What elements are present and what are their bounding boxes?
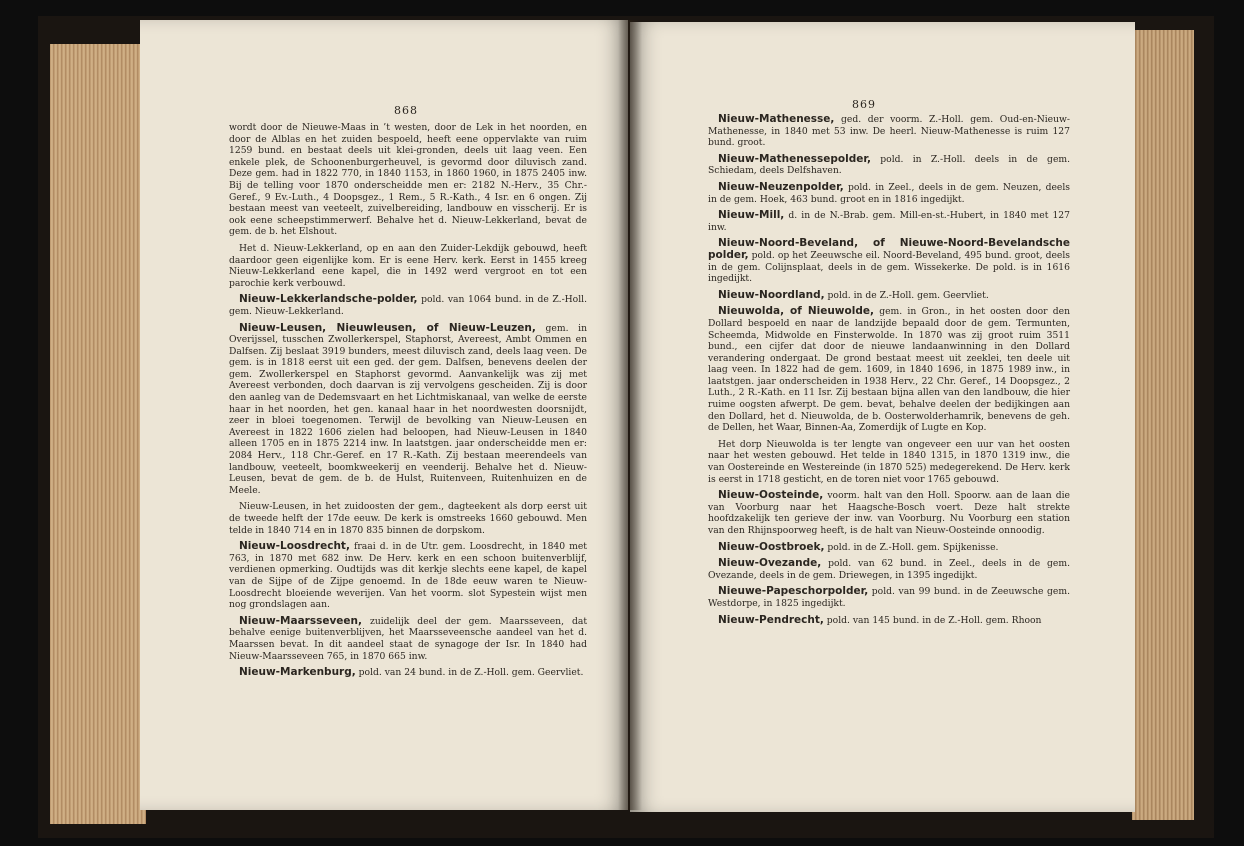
paragraph bbox=[229, 122, 587, 238]
entry-text: pold. in Z.-Holl. deels in de gem. Schiedam, deels Delfshaven. bbox=[708, 153, 1071, 177]
entry bbox=[708, 558, 1070, 581]
paragraph bbox=[708, 439, 1070, 485]
entry bbox=[708, 210, 1070, 233]
entry bbox=[229, 294, 587, 317]
entry-headword: Nieuw-Lekkerlandsche-polder, bbox=[239, 293, 418, 306]
entry-text: gem. in Overijssel, tusschen Zwollerkerspel, Staphorst, Avereest, Ambt Ommen en Dalfsen. Zij beslaat 3919 bunders, meest diluvisch zand, deels laag veen. De gem. is in 1818 eerst uit een ged. der gem. Dalfsen, benevens deelen der gem. Zwollerkerspel en Staphorst gevormd. Aanvankelijk was zij met Avereest verbonden, doch daarvan is zij vervolgens gescheiden. Zij is door den aanleg van de Dedemsvaart en het Lichtmiskanaal, van welke de eerste haar in het noorden, het gen. kanaal haar in het noordwesten doorsnijdt, zeer in bloei toegenomen. Terwijl de bevolking van Nieuw-Leusen en Avereest in 1822 1606 zielen had beloopen, had Nieuw-Leusen in 1840 alleen 1705 en in 1875 2214 inw. In laatstgen. jaar onderscheidde men er: 2084 Herv., 118 Chr.-Geref. en 17 R.-Kath. Zij bestaan meerendeels van landbouw, veeteelt, boomkweekerij en veenderij. Behalve het d. Nieuw-Leusen, bevat de gem. de b. de Hulst, Ruitenveen, Ruitenhuizen en de Meele. bbox=[229, 322, 588, 496]
book-gutter bbox=[618, 20, 642, 810]
entry bbox=[229, 541, 587, 611]
entry-text: d. in de N.-Brab. gem. Mill-en-st.-Hubert, in 1840 met 127 inw. bbox=[708, 210, 1071, 233]
paragraph bbox=[229, 501, 587, 536]
entry bbox=[229, 616, 587, 662]
left-page bbox=[140, 20, 628, 810]
entry-text: pold. in de Z.-Holl. gem. Spijkenisse. bbox=[827, 541, 999, 553]
entry bbox=[708, 615, 1070, 627]
entry-text: ged. der voorm. Z.-Holl. gem. Oud-en-Nieuw-Mathenesse, in 1840 met 53 inw. De heerl. Nieuw-Mathenesse is ruim 127 bund. groot. bbox=[708, 114, 1070, 149]
paragraph bbox=[229, 243, 587, 289]
entry-headword: Nieuw-Oostbroek, bbox=[718, 540, 825, 553]
page-edges-right bbox=[1132, 30, 1194, 820]
entry-headword: Nieuw-Oosteinde, bbox=[718, 489, 824, 502]
entry bbox=[708, 586, 1070, 609]
entry-headword: Nieuw-Markenburg, bbox=[239, 666, 356, 679]
entry-text: pold. op het Zeeuwsche eil. Noord-Beveland, 495 bund. groot, deels in de gem. Colijnsplaat, deels in de gem. Wissekerke. De pold. is in 1616 ingedijkt. bbox=[708, 249, 1070, 285]
page-number: 868 bbox=[394, 104, 418, 117]
page-edges-left bbox=[50, 44, 146, 824]
entry-headword: Nieuw-Noordland, bbox=[718, 288, 825, 301]
entry-text: pold. in de Z.-Holl. gem. Geervliet. bbox=[827, 289, 989, 301]
entry-headword: Nieuw-Leusen, Nieuwleusen, of Nieuw-Leuzen, bbox=[239, 321, 536, 334]
entry-text: zuidelijk deel der gem. Maarsseveen, dat behalve eenige buitenverblijven, het Maarsseveensche aandeel van het d. Maarssen bevat. In dit aandeel staat de synagoge der Isr. In 1840 had Nieuw-Maarsseveen 765, in 1870 665 inw. bbox=[229, 615, 588, 662]
entry-headword: Nieuwolda, of Nieuwolde, bbox=[718, 305, 874, 318]
entry-headword: Nieuw-Mathenessepolder, bbox=[718, 152, 871, 165]
text-column bbox=[708, 114, 1070, 631]
entry-text: pold. van 1064 bund. in de Z.-Holl. gem. Nieuw-Lekkerland. bbox=[229, 294, 588, 317]
entry bbox=[708, 290, 1070, 302]
right-page bbox=[630, 22, 1135, 812]
entry-text: pold. van 62 bund. in Zeel., deels in de gem. Ovezande, deels in de gem. Driewegen, in 1395 ingedijkt. bbox=[708, 558, 1071, 581]
paragraph-text: Het dorp Nieuwolda is ter lengte van ongeveer een uur van het oosten naar het westen gebouwd. Het telde in 1840 1315, in 1870 1319 inw., die van Oostereinde en Westereinde (in 1870 525) medegerekend. De Herv. kerk is eerst in 1718 gesticht, en de toren niet voor 1765 gebouwd. bbox=[708, 438, 1070, 485]
entry-headword: Nieuw-Mathenesse, bbox=[718, 113, 835, 125]
entry-headword: Nieuw-Pendrecht, bbox=[718, 613, 824, 626]
paragraph-text: Het d. Nieuw-Lekkerland, op en aan den Zuider-Lekdijk gebouwd, heeft daardoor geen eigenlijke kom. Er is eene Herv. kerk. Eerst in 1455 kreeg Nieuw-Lekkerland eene kapel, die in 1492 werd vergroot en tot een parochie kerk verbouwd. bbox=[229, 242, 587, 289]
entry-text: pold. van 99 bund. in de Zeeuwsche gem. Westdorpe, in 1825 ingedijkt. bbox=[708, 586, 1070, 609]
entry bbox=[229, 323, 587, 497]
entry-text: pold. van 145 bund. in de Z.-Holl. gem. Rhoon bbox=[826, 614, 1042, 626]
entry-text: gem. in Gron., in het oosten door den Dollard bespoeld en naar de landzijde bepaald door de gem. Termunten, Scheemda, Midwolde en Finsterwolde. In 1870 was zij groot ruim 3511 bund., een cijfer dat door de nieuwe landaanwinning in den Dollard verandering ondergaat. De grond bestaat meest uit zeeklei, ten deele uit laag veen. In 1822 had de gem. 1609, in 1840 1696, in 1875 1989 inw., in laatstgen. jaar onderscheiden in 1938 Herv., 22 Chr. Geref., 14 Doopsgez., 2 Luth., 2 R.-Kath. en 11 Isr. Zij bestaan bijna allen van den landbouw, die hier ruime oogsten afwerpt. De gem. bevat, behalve deelen der bedijkingen aan den Dollard, het d. Nieuwolda, de b. Oosterwolderhamrik, benevens de geh. de Dellen, het Waar, Binnen-Aa, Zomerdijk of Lugte en Kop. bbox=[708, 306, 1071, 434]
entry-headword: Nieuw-Noord-Beveland, of Nieuwe-Noord-Bevelandsche polder, bbox=[708, 237, 1070, 261]
entry bbox=[708, 114, 1070, 149]
entry-headword: Nieuw-Loosdrecht, bbox=[239, 540, 350, 553]
entry bbox=[708, 490, 1070, 536]
entry bbox=[708, 238, 1070, 284]
entry-headword: Nieuwe-Papeschorpolder, bbox=[718, 585, 869, 598]
paragraph-text: Nieuw-Leusen, in het zuidoosten der gem., dagteekent als dorp eerst uit de tweede helft der 17de eeuw. De kerk is omstreeks 1660 gebouwd. Men telde in 1840 714 en in 1870 835 binnen de dorpskom. bbox=[229, 501, 587, 536]
entry bbox=[708, 542, 1070, 554]
entry-headword: Nieuw-Ovezande, bbox=[718, 557, 822, 570]
entry-text: pold. van 24 bund. in de Z.-Holl. gem. Geervliet. bbox=[358, 667, 584, 679]
entry bbox=[229, 667, 587, 679]
paragraph-text: wordt door de Nieuwe-Maas in ’t westen, door de Lek in het noorden, en door de Alblas en het zuiden bespoeld, heeft eene oppervlakte van ruim 1259 bund. en bestaat deels uit klei-gronden, deels uit laag veen. Een enkele plek, de Schoonenburgerheuvel, is gevormd door diluvisch zand. Deze gem. had in 1822 770, in 1840 1153, in 1860 1960, in 1875 2405 inw. Bij de telling voor 1870 onderscheidde men er: 2182 N.-Herv., 35 Chr.-Geref., 9 Ev.-Luth., 4 Doopsgez., 1 Rem., 5 R.-Kath., 4 Isr. en 6 ongen. Zij bestaan meest van veeteelt, zuivelbereiding, landbouw en visscherij. Er is ook eene scheepstimmerwerf. Behalve het d. Nieuw-Lekkerland, bevat de gem. de b. het Elshout. bbox=[229, 122, 587, 238]
page-number: 869 bbox=[852, 98, 876, 111]
entry bbox=[708, 154, 1070, 177]
entry-text: pold. in Zeel., deels in de gem. Neuzen, deels in de gem. Hoek, 463 bund. groot en in 1816 ingedijkt. bbox=[708, 181, 1070, 205]
entry-text: voorm. halt van den Holl. Spoorw. aan de laan die van Voorburg naar het Haagsche-Bosch voert. Deze halt strekte hoofdzakelijk ten gerieve der inw. van Voorburg. Nu Voorburg een station van den Rhijnspoorweg heeft, is de halt van Nieuw-Oosteinde onnoodig. bbox=[708, 490, 1070, 536]
entry-headword: Nieuw-Neuzenpolder, bbox=[718, 180, 844, 193]
entry-headword: Nieuw-Mill, bbox=[718, 209, 785, 222]
entry-text: fraai d. in de Utr. gem. Loosdrecht, in 1840 met 763, in 1870 met 682 inw. De Herv. kerk en een schoon buitenverblijf, verdienen opmerking. Oudtijds was dit kerkje slechts eene kapel, de kapel van de Sijpe of de Zijpe genoemd. In de 18de eeuw waren te Nieuw-Loosdrecht bloeiende weverijen. Van het voorm. slot Sypestein wijst men nog grondslagen aan. bbox=[229, 541, 587, 611]
text-column bbox=[229, 122, 587, 684]
entry bbox=[708, 182, 1070, 205]
entry-headword: Nieuw-Maarsseveen, bbox=[239, 614, 363, 627]
entry bbox=[708, 306, 1070, 434]
